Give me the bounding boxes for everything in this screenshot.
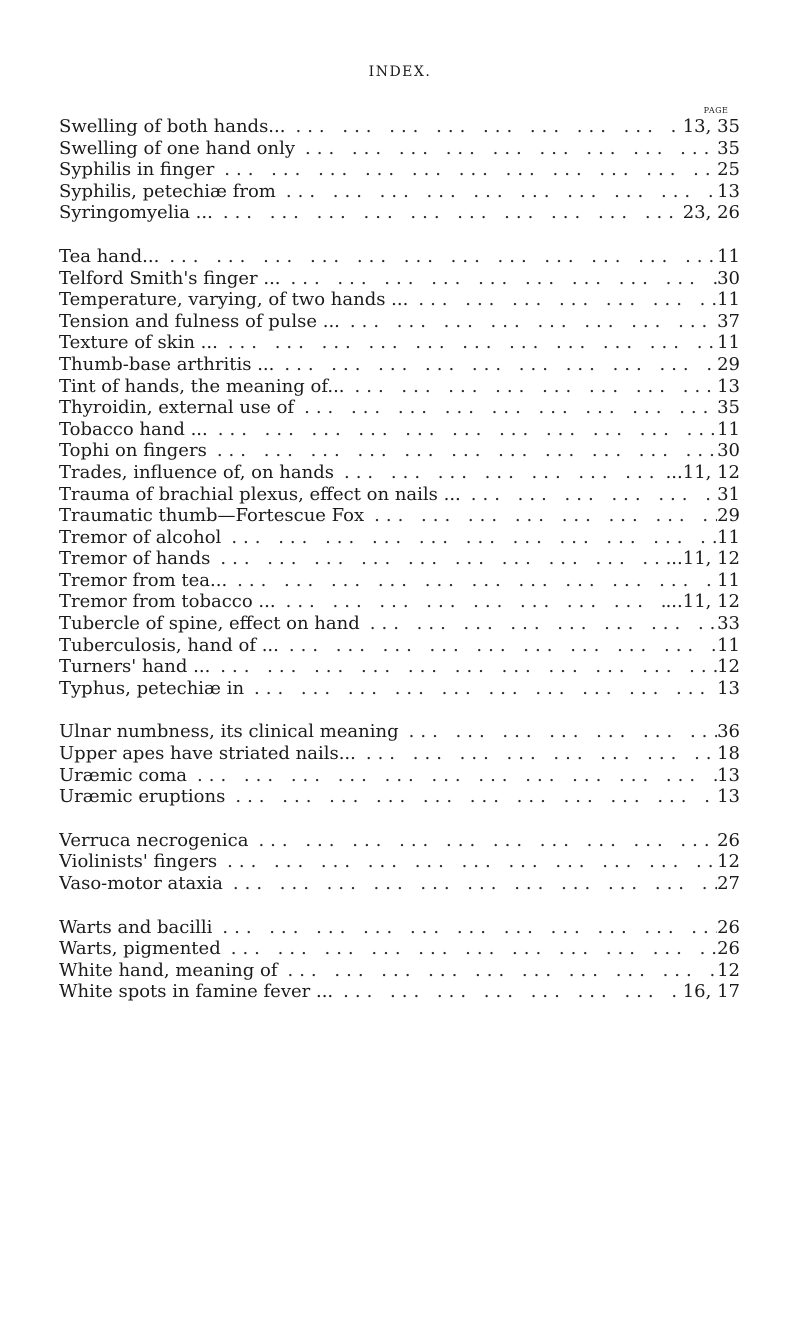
- index-term: Swelling of one hand only: [59, 137, 296, 159]
- dot-leader: [333, 981, 683, 1003]
- index-term: Upper apes have striated nails...: [59, 743, 356, 765]
- index-term: Telford Smith's finger ...: [59, 267, 281, 289]
- index-entry: [59, 743, 740, 765]
- dot-leader: [187, 765, 717, 787]
- index-entry: [59, 917, 740, 939]
- index-term: Verruca necrogenica: [59, 829, 249, 851]
- dot-leader: [227, 570, 717, 592]
- page-title: INDEX.: [368, 64, 432, 80]
- index-term: Typhus, petechiæ in: [59, 677, 245, 699]
- index-page-ref: 26: [717, 916, 740, 938]
- index-entry: [59, 116, 740, 138]
- index-group: [59, 721, 740, 807]
- dot-leader: [364, 505, 717, 527]
- index-page-ref: 13, 35: [682, 116, 740, 137]
- index-entry: [59, 246, 740, 268]
- index-entry: [59, 311, 740, 333]
- index-term: Tremor from tea...: [59, 569, 228, 591]
- dot-leader: [212, 917, 717, 939]
- index-entry: [59, 181, 740, 203]
- index-term: Tuberculosis, hand of ...: [59, 634, 279, 656]
- index-page-ref: 11: [717, 418, 740, 440]
- index-entry: [59, 332, 740, 354]
- index-page-ref: ...11, 12: [665, 591, 740, 613]
- index-term: Traumatic thumb—Fortescue Fox: [59, 505, 365, 527]
- index-list: [59, 116, 740, 1003]
- index-entry: [59, 613, 740, 635]
- index-entry: [59, 527, 740, 549]
- index-term: Syphilis in finger: [59, 159, 215, 181]
- dot-leader: [276, 591, 666, 613]
- index-entry: [59, 960, 740, 982]
- index-page-ref: 11: [717, 245, 740, 267]
- dot-leader: [277, 960, 717, 982]
- dot-leader: [408, 289, 717, 311]
- index-term: Syphilis, petechiæ from: [59, 180, 276, 202]
- dot-leader: [345, 376, 718, 398]
- index-entry: [59, 765, 740, 787]
- index-page-ref: 12: [717, 851, 740, 873]
- index-page-ref: ...11, 12: [665, 548, 740, 570]
- index-page-ref: 26: [717, 938, 740, 960]
- dot-leader: [285, 116, 682, 138]
- index-group: [59, 917, 740, 1003]
- index-entry: [59, 873, 740, 895]
- index-term: Syringomyelia ...: [59, 202, 213, 224]
- index-term: Uræmic coma: [59, 764, 188, 786]
- index-entry: [59, 981, 740, 1003]
- index-page-ref: 12: [717, 656, 740, 678]
- index-entry: [59, 202, 740, 224]
- dot-leader: [207, 440, 717, 462]
- dot-leader: [281, 268, 718, 290]
- index-term: Tophi on fingers: [59, 440, 207, 462]
- index-term: Thumb-base arthritis ...: [59, 353, 275, 375]
- dot-leader: [334, 462, 666, 484]
- index-term: Swelling of both hands...: [59, 116, 286, 137]
- index-entry: [59, 830, 740, 852]
- index-entry: [59, 354, 740, 376]
- index-entry: [59, 938, 740, 960]
- index-entry: [59, 570, 740, 592]
- index-term: Texture of skin ...: [59, 332, 218, 354]
- index-term: Warts and bacilli: [59, 916, 213, 938]
- index-page-ref: 31: [717, 483, 740, 505]
- dot-leader: [248, 830, 717, 852]
- index-entry: [59, 721, 740, 743]
- index-page-ref: 13: [717, 375, 740, 397]
- index-page-ref: 13: [717, 764, 740, 786]
- index-entry: [59, 505, 740, 527]
- index-group: [59, 830, 740, 895]
- index-group: [59, 246, 740, 699]
- index-term: Tremor of alcohol: [59, 526, 222, 548]
- dot-leader: [210, 656, 717, 678]
- dot-leader: [279, 635, 717, 657]
- index-term: Warts, pigmented: [59, 938, 221, 960]
- index-page-ref: 29: [717, 505, 740, 527]
- index-entry: [59, 656, 740, 678]
- dot-leader: [276, 181, 717, 203]
- index-entry: [59, 462, 740, 484]
- index-term: Tubercle of spine, effect on hand: [59, 613, 360, 635]
- index-entry: [59, 786, 740, 808]
- index-entry: [59, 440, 740, 462]
- index-term: Tension and fulness of pulse ...: [59, 310, 340, 332]
- dot-leader: [218, 332, 717, 354]
- index-page-ref: 13: [717, 180, 740, 202]
- dot-leader: [399, 721, 717, 743]
- dot-leader: [294, 397, 717, 419]
- index-page-ref: 26: [717, 829, 740, 851]
- index-page-ref: 13: [717, 786, 740, 808]
- dot-leader: [208, 419, 717, 441]
- index-term: Ulnar numbness, its clinical meaning: [59, 721, 399, 743]
- index-page-ref: 33: [717, 613, 740, 635]
- index-term: Turners' hand ...: [59, 656, 211, 678]
- index-entry: [59, 635, 740, 657]
- index-entry: [59, 289, 740, 311]
- index-page-ref: 11: [717, 569, 740, 591]
- index-page-ref: 25: [717, 159, 740, 181]
- index-term: Tremor of hands: [59, 548, 211, 570]
- index-entry: [59, 591, 740, 613]
- dot-leader: [214, 159, 717, 181]
- index-page-ref: 13: [717, 677, 740, 699]
- index-term: Temperature, varying, of two hands ...: [59, 289, 409, 311]
- index-page-ref: 27: [717, 873, 740, 894]
- index-term: Tea hand...: [59, 245, 160, 267]
- index-entry: [59, 268, 740, 290]
- dot-leader: [210, 548, 665, 570]
- dot-leader: [244, 678, 717, 700]
- dot-leader: [274, 354, 717, 376]
- dot-leader: [360, 613, 717, 635]
- index-term: White hand, meaning of: [59, 959, 278, 981]
- index-page-ref: 11: [717, 289, 740, 311]
- index-entry: [59, 138, 740, 160]
- index-entry: [59, 397, 740, 419]
- dot-leader: [221, 938, 717, 960]
- index-term: Violinists' fingers: [59, 851, 218, 873]
- index-term: Tobacco hand ...: [59, 418, 208, 440]
- index-page-ref: 35: [717, 397, 740, 419]
- dot-leader: [225, 786, 717, 808]
- index-group: [59, 116, 740, 224]
- dot-leader: [340, 311, 717, 333]
- index-entry: [59, 484, 740, 506]
- index-page-ref: 35: [717, 137, 740, 159]
- dot-leader: [213, 202, 683, 224]
- index-page-ref: 11: [717, 332, 740, 354]
- index-entry: [59, 376, 740, 398]
- index-entry: [59, 419, 740, 441]
- index-term: Uræmic eruptions: [59, 786, 226, 808]
- dot-leader: [356, 743, 717, 765]
- dot-leader: [159, 246, 717, 268]
- page-column-label: PAGE: [703, 106, 729, 115]
- index-term: Trauma of brachial plexus, effect on nails ...: [59, 483, 461, 505]
- index-page-ref: 36: [717, 721, 740, 743]
- dot-leader: [461, 484, 717, 506]
- index-term: Tremor from tobacco ...: [59, 591, 276, 613]
- index-term: White spots in famine fever ...: [59, 981, 334, 1003]
- index-page-ref: 12: [717, 959, 740, 981]
- dot-leader: [221, 527, 717, 549]
- index-page-ref: 30: [717, 267, 740, 289]
- index-page-ref: 18: [717, 743, 740, 765]
- index-entry: [59, 851, 740, 873]
- index-entry: [59, 159, 740, 181]
- index-page-ref: ...11, 12: [665, 461, 740, 483]
- index-page-ref: 29: [717, 353, 740, 375]
- index-page-ref: 37: [717, 310, 740, 332]
- index-term: Trades, influence of, on hands: [59, 461, 334, 483]
- index-page-ref: 16, 17: [682, 981, 740, 1003]
- index-page-ref: 11: [717, 526, 740, 548]
- index-term: Tint of hands, the meaning of...: [59, 375, 345, 397]
- index-page-ref: 11: [717, 634, 740, 656]
- dot-leader: [223, 873, 717, 895]
- dot-leader: [295, 138, 717, 160]
- index-entry: [59, 548, 740, 570]
- index-term: Thyroidin, external use of: [59, 397, 295, 419]
- index-term: Vaso-motor ataxia: [59, 873, 223, 894]
- index-entry: [59, 678, 740, 700]
- index-page-ref: 30: [717, 440, 740, 462]
- index-page-ref: 23, 26: [682, 202, 740, 224]
- dot-leader: [217, 851, 717, 873]
